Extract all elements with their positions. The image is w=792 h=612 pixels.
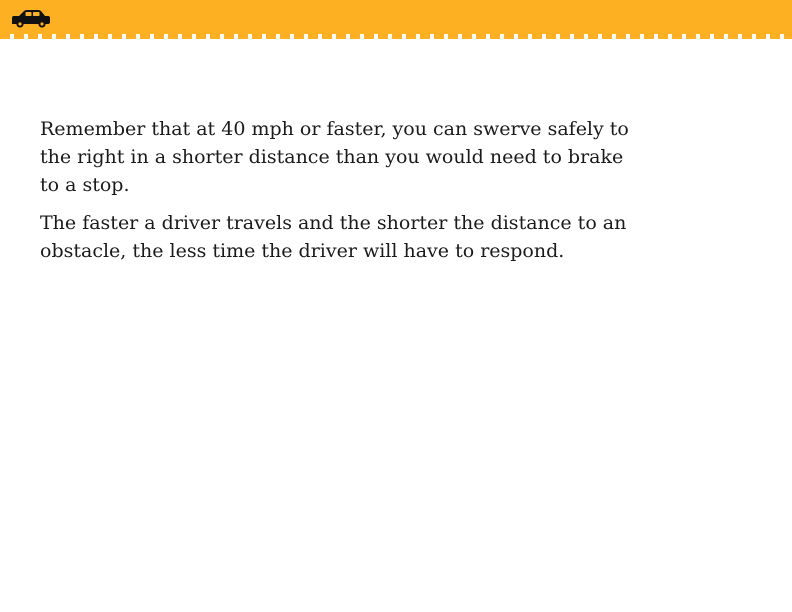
paragraph-swerve: Remember that at 40 mph or faster, you can swerve safely to the right in a shorter distance than you would need to brake to a stop. [40, 118, 629, 196]
body-text [40, 115, 640, 275]
header-dashed-border [0, 34, 792, 39]
paragraph-response-time: The faster a driver travels and the shorter the distance to an obstacle, the less time the driver will have to respond. [40, 212, 627, 262]
car-icon [10, 9, 52, 29]
header-band [0, 0, 792, 34]
